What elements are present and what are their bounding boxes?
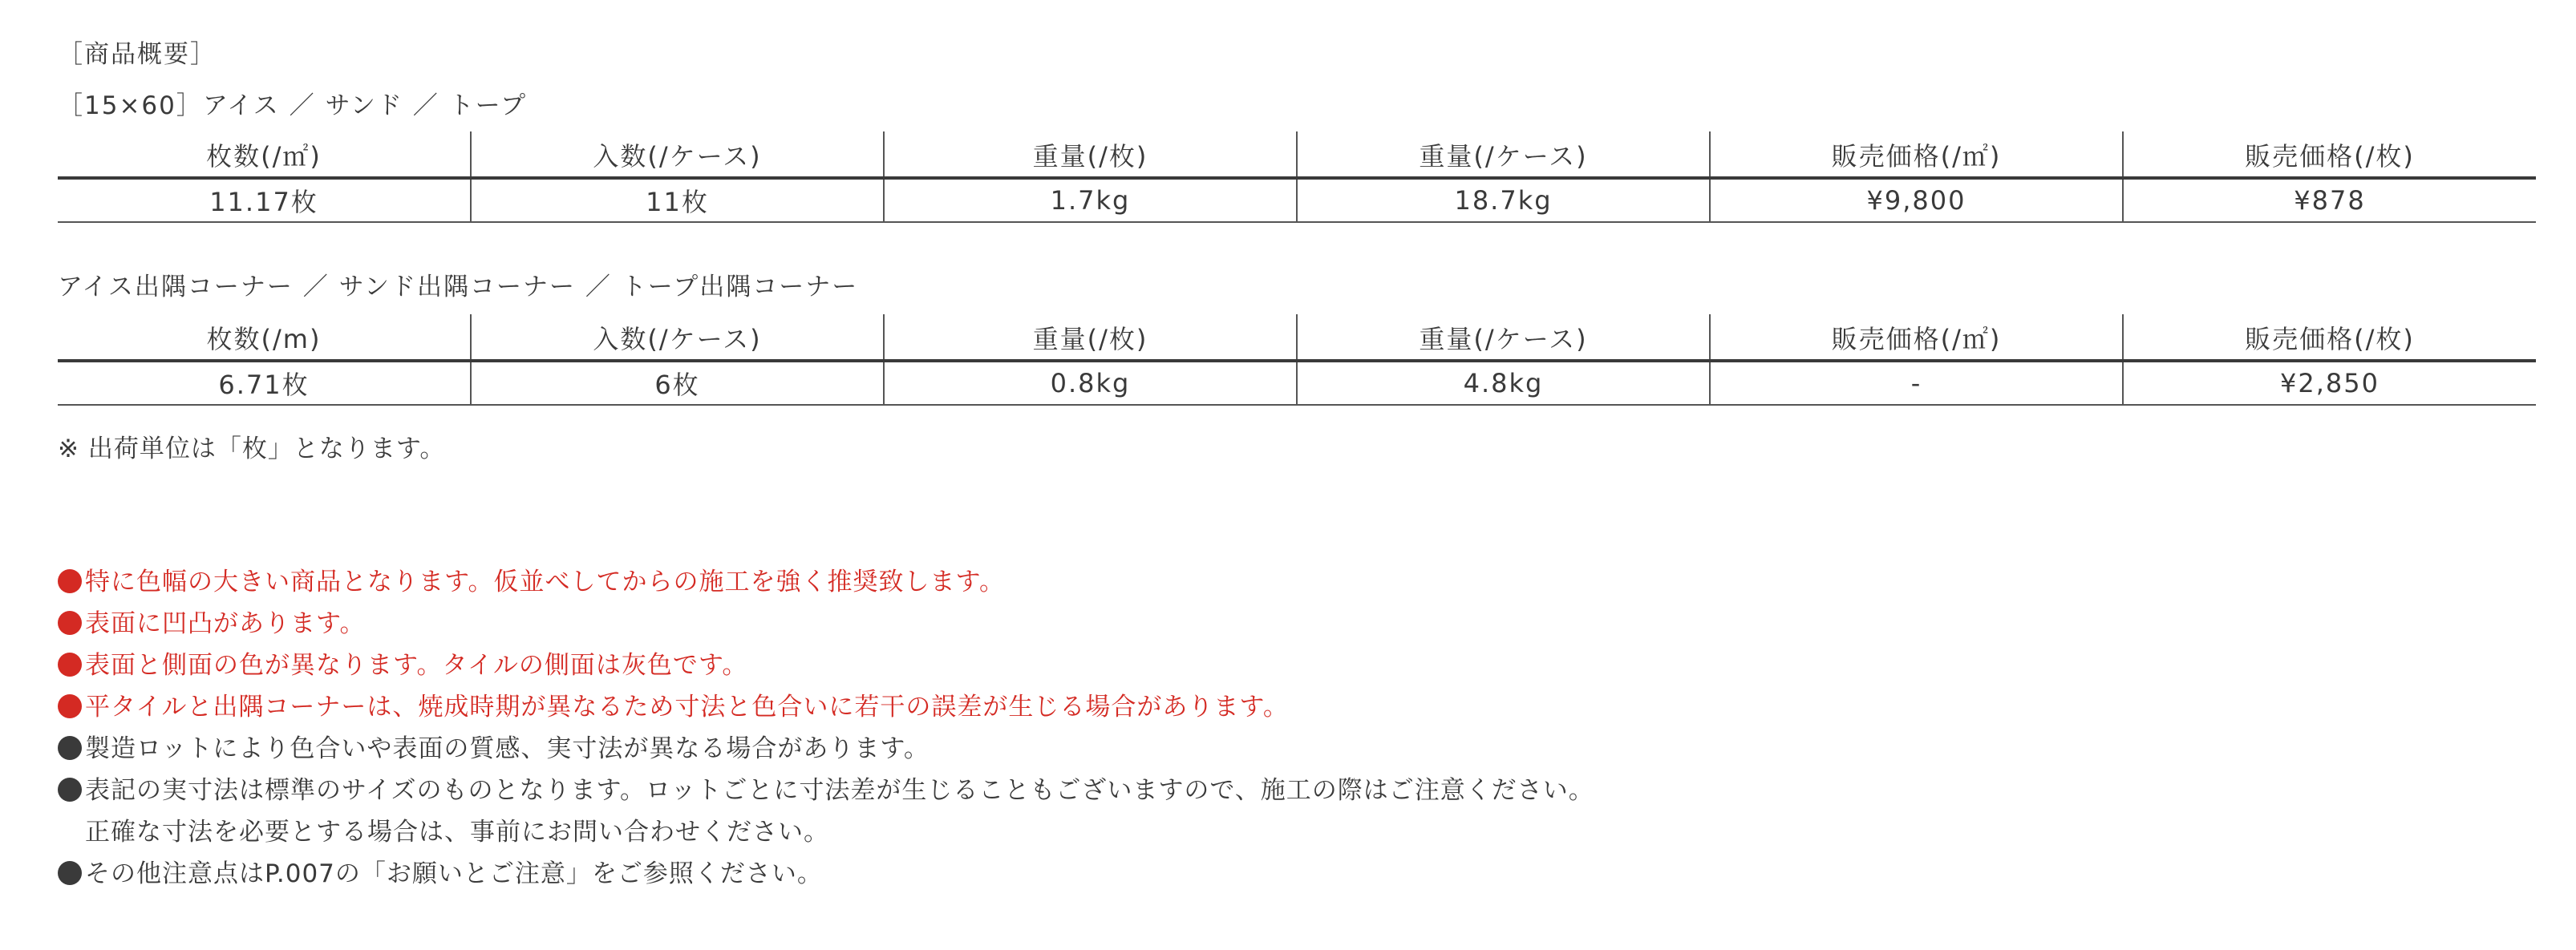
header-cell: 販売価格(/枚) xyxy=(2123,314,2536,361)
note-text: 製造ロットにより色合いや表面の質感、実寸法が異なる場合があります。 xyxy=(85,734,930,763)
note-text: 正確な寸法を必要とする場合は、事前にお問い合わせください。 xyxy=(85,818,829,847)
header-cell: 重量(/枚) xyxy=(884,131,1297,178)
list-item xyxy=(58,853,1594,895)
note-text: 表面と側面の色が異なります。タイルの側面は灰色です。 xyxy=(85,651,748,680)
header-cell: 販売価格(/㎡) xyxy=(1710,131,2123,178)
table-row xyxy=(58,361,2536,405)
section1-spec-table xyxy=(58,131,2536,223)
header-cell: 重量(/枚) xyxy=(884,314,1297,361)
value-cell: 6.71枚 xyxy=(58,361,471,405)
section2-title: アイス出隅コーナー ／ サンド出隅コーナー ／ トープ出隅コーナー xyxy=(58,273,859,301)
list-item xyxy=(58,645,1594,686)
note-text: 表記の実寸法は標準のサイズのものとなります。ロットごとに寸法差が生じることもございますので、施工の際はご注意ください。 xyxy=(85,776,1594,805)
header-cell: 枚数(/㎡) xyxy=(58,131,471,178)
note-text: 平タイルと出隅コーナーは、焼成時期が異なるため寸法と色合いに若干の誤差が生じる場合があります。 xyxy=(85,693,1289,722)
value-cell: 11枚 xyxy=(471,178,884,222)
value-cell: 6枚 xyxy=(471,361,884,405)
list-item xyxy=(58,561,1594,603)
table-header-row xyxy=(58,131,2536,178)
list-item xyxy=(58,686,1594,728)
header-cell: 重量(/ケース) xyxy=(1297,314,1710,361)
value-cell: 11.17枚 xyxy=(58,178,471,222)
value-cell: 0.8kg xyxy=(884,361,1297,405)
value-cell: ¥9,800 xyxy=(1710,178,2123,222)
value-cell: 1.7kg xyxy=(884,178,1297,222)
value-cell: ¥2,850 xyxy=(2123,361,2536,405)
list-item xyxy=(58,603,1594,645)
table-header-row xyxy=(58,314,2536,361)
bullet-dot-icon xyxy=(58,653,82,677)
caution-notes-list xyxy=(58,561,1594,895)
value-cell: - xyxy=(1710,361,2123,405)
value-cell: 18.7kg xyxy=(1297,178,1710,222)
overview-title: ［商品概要］ xyxy=(58,40,217,69)
header-cell: 販売価格(/枚) xyxy=(2123,131,2536,178)
list-item xyxy=(58,770,1594,811)
bullet-dot-icon xyxy=(58,611,82,635)
bullet-dot-icon xyxy=(58,569,82,593)
section2-spec-table xyxy=(58,314,2536,406)
list-item-continuation xyxy=(58,811,1594,853)
bullet-dot-icon xyxy=(58,736,82,760)
shipping-unit-note: ※ 出荷単位は「枚」となります。 xyxy=(58,435,446,463)
bullet-dot-icon xyxy=(58,861,82,885)
header-cell: 入数(/ケース) xyxy=(471,131,884,178)
note-text: 表面に凹凸があります。 xyxy=(85,609,366,638)
note-text: その他注意点はP.007の「お願いとご注意」をご参照ください。 xyxy=(85,859,823,888)
bullet-dot-icon xyxy=(58,778,82,802)
note-text: 特に色幅の大きい商品となります。仮並べしてからの施工を強く推奨致します。 xyxy=(85,568,1006,596)
section1-title: ［15×60］アイス ／ サンド ／ トープ xyxy=(58,91,528,120)
header-cell: 販売価格(/㎡) xyxy=(1710,314,2123,361)
header-cell: 枚数(/m) xyxy=(58,314,471,361)
value-cell: 4.8kg xyxy=(1297,361,1710,405)
header-cell: 重量(/ケース) xyxy=(1297,131,1710,178)
bullet-dot-icon xyxy=(58,694,82,718)
list-item xyxy=(58,728,1594,770)
header-cell: 入数(/ケース) xyxy=(471,314,884,361)
value-cell: ¥878 xyxy=(2123,178,2536,222)
table-row xyxy=(58,178,2536,222)
